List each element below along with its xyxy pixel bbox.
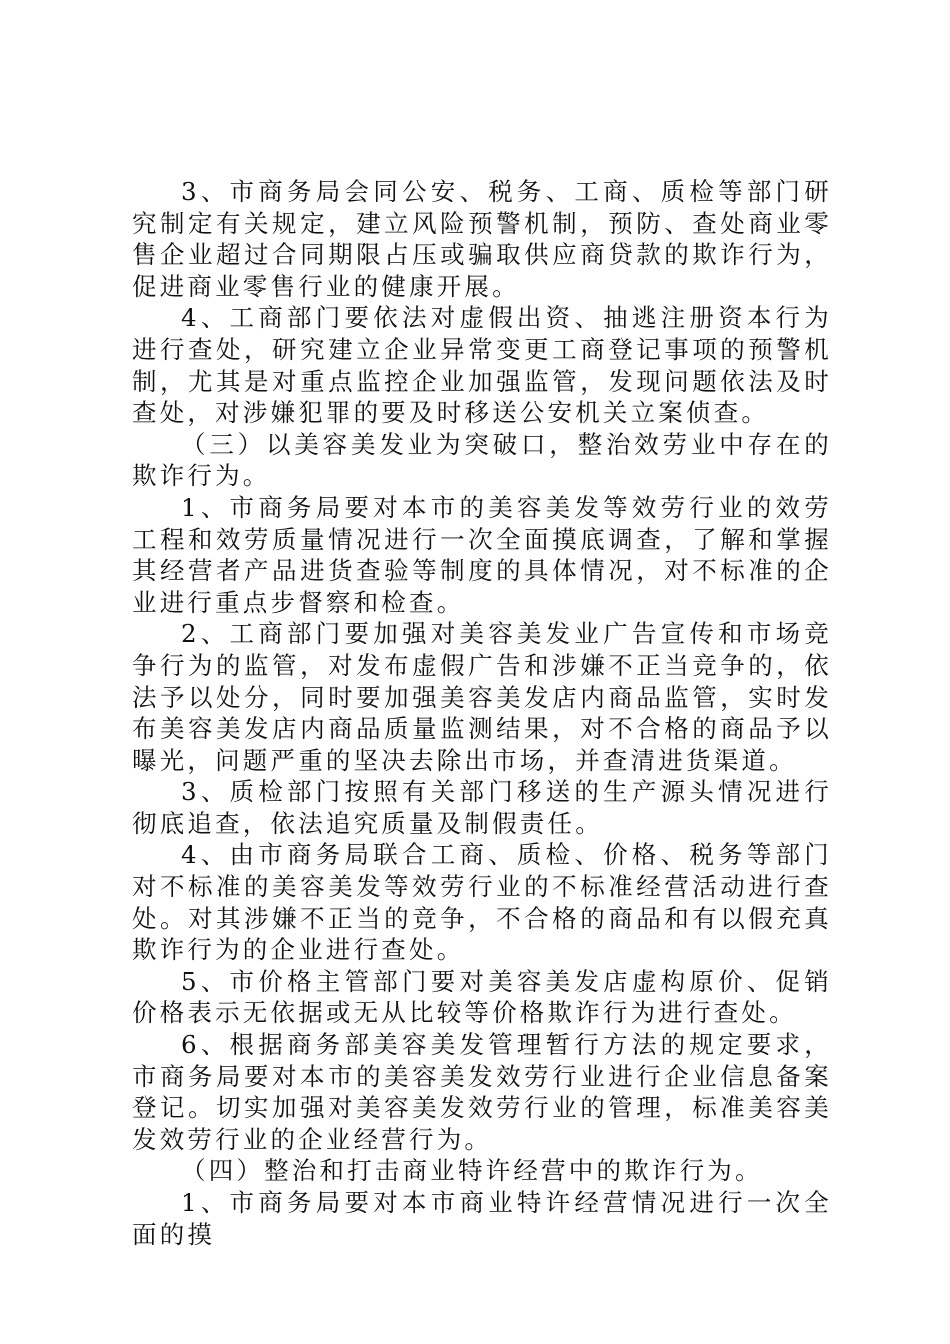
paragraph-registration: 6、根据商务部美容美发管理暂行方法的规定要求，市商务局要对本市的美容美发效劳行业进行企业信息备案登记。切实加强对美容美发效劳行业的管理，标准美容美发效劳行业的企业经营行为。 (132, 1030, 832, 1154)
section-heading-franchise: （四）整治和打击商业特许经营中的欺诈行为。 (181, 1156, 763, 1186)
paragraph-price-fraud: 5、市价格主管部门要对美容美发店虚构原价、促销价格表示无依据或无从比较等价格欺诈行为进行查处。 (132, 966, 832, 1028)
paragraph-false-capital: 4、工商部门要依法对虚假出资、抽逃注册资本行为进行查处，研究建立企业异常变更工商登记事项的预警机制，尤其是对重点监控企业加强监管，发现问题依法及时查处，对涉嫌犯罪的要及时移送公安机关立案侦查。 (132, 303, 832, 428)
paragraph-retail-risk-warning: 3、市商务局会同公安、税务、工商、质检等部门研究制定有关规定，建立风险预警机制，预防、查处商业零售企业超过合同期限占压或骗取供应商贷款的欺诈行为，促进商业零售行业的健康开展。 (132, 177, 832, 301)
section-heading-beauty-services: （三）以美容美发业为突破口，整治效劳业中存在的欺诈行为。 (132, 429, 832, 491)
paragraph-franchise-survey: 1、市商务局要对本市商业特许经营情况进行一次全面的摸 (132, 1188, 832, 1249)
document-body (132, 176, 832, 1250)
paragraph-beauty-survey: 1、市商务局要对本市的美容美发等效劳行业的效劳工程和效劳质量情况进行一次全面摸底调查，了解和掌握其经营者产品进货查验等制度的具体情况，对不标准的企业进行重点步督察和检查。 (132, 492, 832, 617)
paragraph-quality-inspection: 3、质检部门按照有关部门移送的生产源头情况进行彻底追查，依法追究质量及制假责任。 (132, 777, 832, 838)
paragraph-advertising-supervision: 2、工商部门要加强对美容美发业广告宣传和市场竞争行为的监管，对发布虚假广告和涉嫌不正当竞争的，依法予以处分，同时要加强美容美发店内商品监管，实时发布美容美发店内商品质量监测结果，对不合格的商品予以曝光，问题严重的坚决去除出市场，并查清进货渠道。 (132, 619, 832, 775)
paragraph-joint-enforcement: 4、由市商务局联合工商、质检、价格、税务等部门对不标准的美容美发等效劳行业的不标准经营活动进行查处。对其涉嫌不正当的竞争，不合格的商品和有以假充真欺诈行为的企业进行查处。 (132, 840, 832, 965)
